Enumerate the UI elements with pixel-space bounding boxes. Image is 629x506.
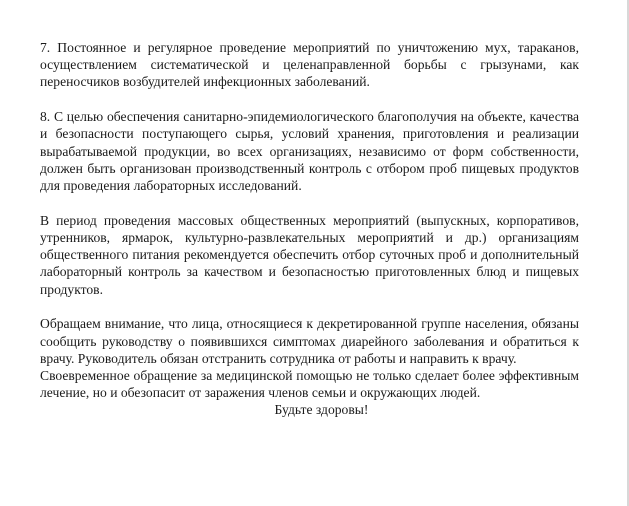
- document-body: [40, 39, 579, 419]
- paragraph-item-8: 8. С целью обеспечения санитарно-эпидемиологического благополучия на объекте, качества и безопасности поступающего сырья, условий хранения, приготовления и реализации вырабатываемой продукции, во всех организациях, независимо от форм собственности, должен быть организован производственный контроль с отбором проб пищевых продуктов для проведения лабораторных исследований.: [40, 109, 579, 194]
- paragraph-mass-events: В период проведения массовых общественных мероприятий (выпускных, корпоративов, утренников, ярмарок, культурно-развлекательных мероприятий и др.) организациям общественного питания рекомендуется обеспечить отбор суточных проб и дополнительный лабораторный контроль за качеством и безопасностью приготовленных блюд и пищевых продуктов.: [40, 212, 579, 297]
- closing-line: Будьте здоровы!: [274, 402, 369, 418]
- paragraph-timely-treatment: Своевременное обращение за медицинской помощью не только сделает более эффективным лечение, но и обезопасит от заражения членов семьи и окружающих людей.: [40, 368, 579, 401]
- paragraph-attention: Обращаем внимание, что лица, относящиеся к декретированной группе населения, обязаны сообщить руководству о появившихся симптомах диарейного заболевания и обратиться к врачу. Руководитель обязан отстранить сотрудника от работы и направить к врачу.: [40, 316, 579, 366]
- paragraph-item-7: 7. Постоянное и регулярное проведение мероприятий по уничтожению мух, тараканов, осуществлением систематической и целенаправленной борьбы с грызунами, как переносчиков возбудителей инфекционных заболеваний.: [40, 40, 579, 90]
